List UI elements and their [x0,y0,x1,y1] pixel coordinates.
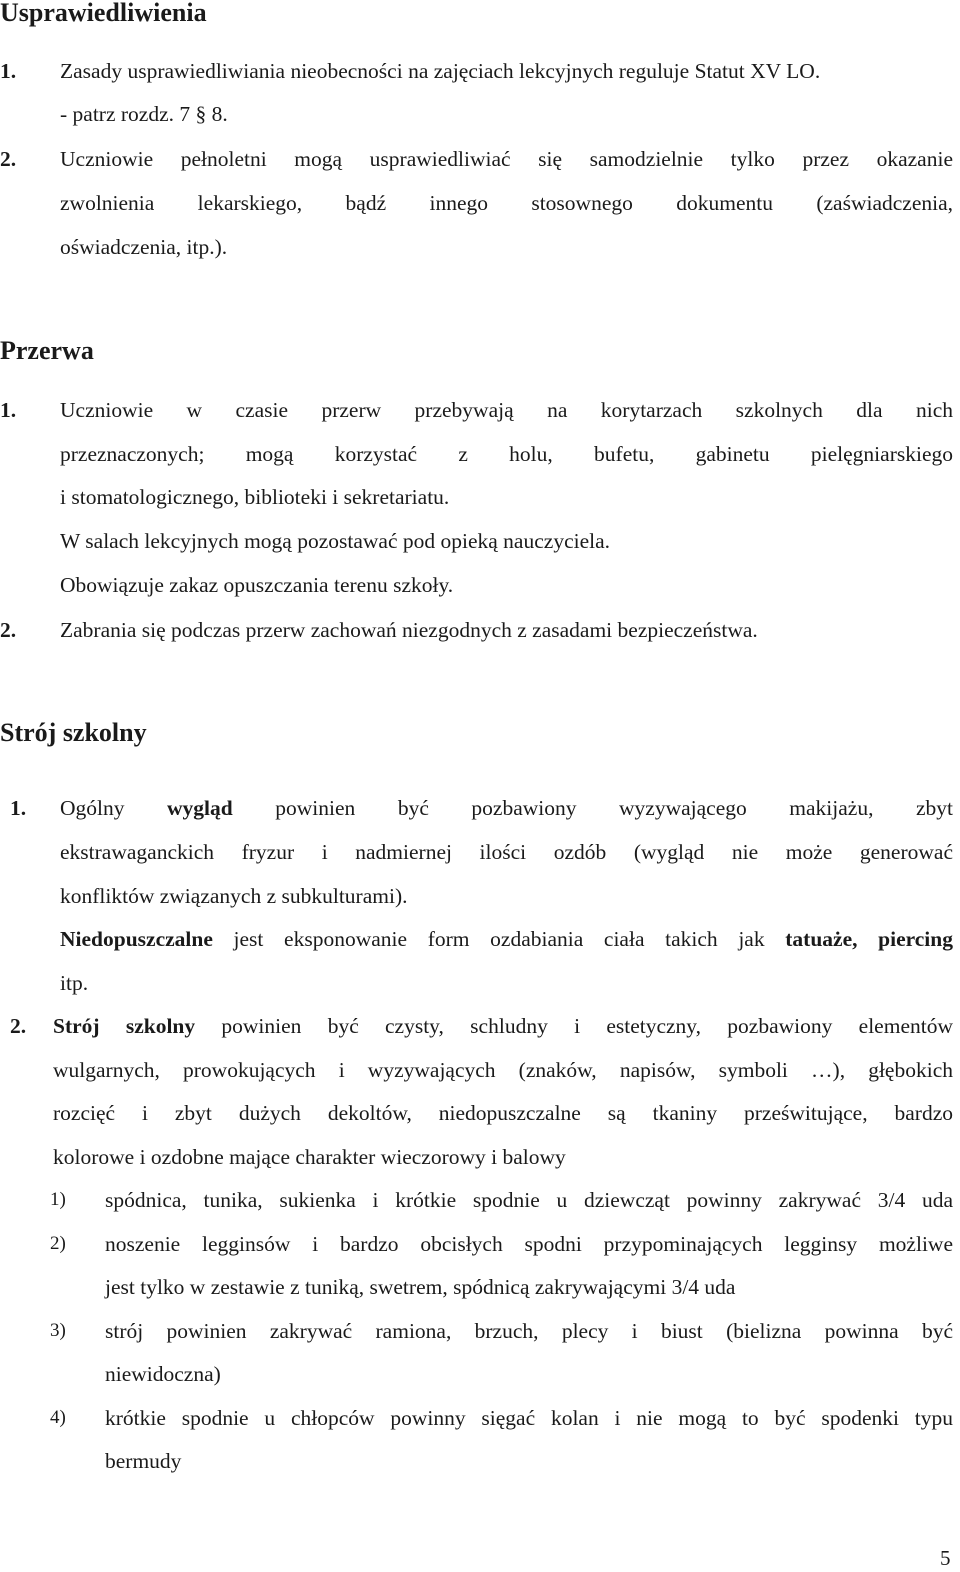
page-number: 5 [940,1546,951,1570]
heading-usprawiedliwienia: Usprawiedliwienia [0,0,207,27]
heading-stroj-szkolny: Strój szkolny [0,718,147,747]
heading-przerwa: Przerwa [0,336,94,365]
document-page: Usprawiedliwienia 1. Zasady usprawiedliwiania nieobecności na zajęciach lekcyjnych reguluje Statut XV LO. - patrz rozdz. 7 § 8. 2. Uczniowie pełnoletni mogą usprawiedliwiać się samodzielnie tylko przez okazanie zwolnienia lekarskiego, bądź innego stosownego dokumentu (zaświadczenia, oświadczenia, itp.). Przerwa 1. Uczniowie w czasie przerw przebywają na korytarzach szkolnych dla nich przeznaczonych; mogą korzystać z holu, bufetu, gabinetu pielęgniarskiego i stomatologicznego, biblioteki i sekretariatu. W salach lekcyjnych mogą pozostawać pod opieką nauczyciela. Obowiązuje zakaz opuszczania terenu szkoły. 2. Zabrania się podczas przerw zachowań niezgodnych z zasadami bezpieczeństwa. Strój szkolny 1. Ogólny wygląd powinien być pozbawiony wyzywającego makijażu, zbyt ekstrawaganckich fryzur i nadmiernej ilości ozdób (wygląd nie może generować konfliktów związanych z subkulturami). Niedopuszczalne jest eksponowanie form ozdabiania ciała takich jak tatuaże, piercing itp. 2. Strój szkolny powinien być czysty, schludny i estetyczny, pozbawiony elementów wulgarnych, prowokujących i wyzywających (znaków, napisów, symboli …), głębokich rozcięć i zbyt dużych dekoltów, niedopuszczalne są tkaniny prześwitujące, bardzo kolorowe i ozdobne mające charakter wieczorowy i balowy 1) spódnica, tunika, sukienka i krótkie spodnie u dziewcząt powinny zakrywać 3/4 uda 2) noszenie legginsów i bardzo obcisłych spodni przypominających legginsy możliwe jest tylko w zestawie z tuniką, swetrem, spódnicą zakrywającymi 3/4 uda 3) strój powinien zakrywać ramiona, brzuch, plecy i biust (bielizna powinna być niewidoczna) 4) krótkie spodnie u chłopców powinny sięgać kolan i nie mogą to być spodenki typu bermudy 5 [0,0,960,1572]
